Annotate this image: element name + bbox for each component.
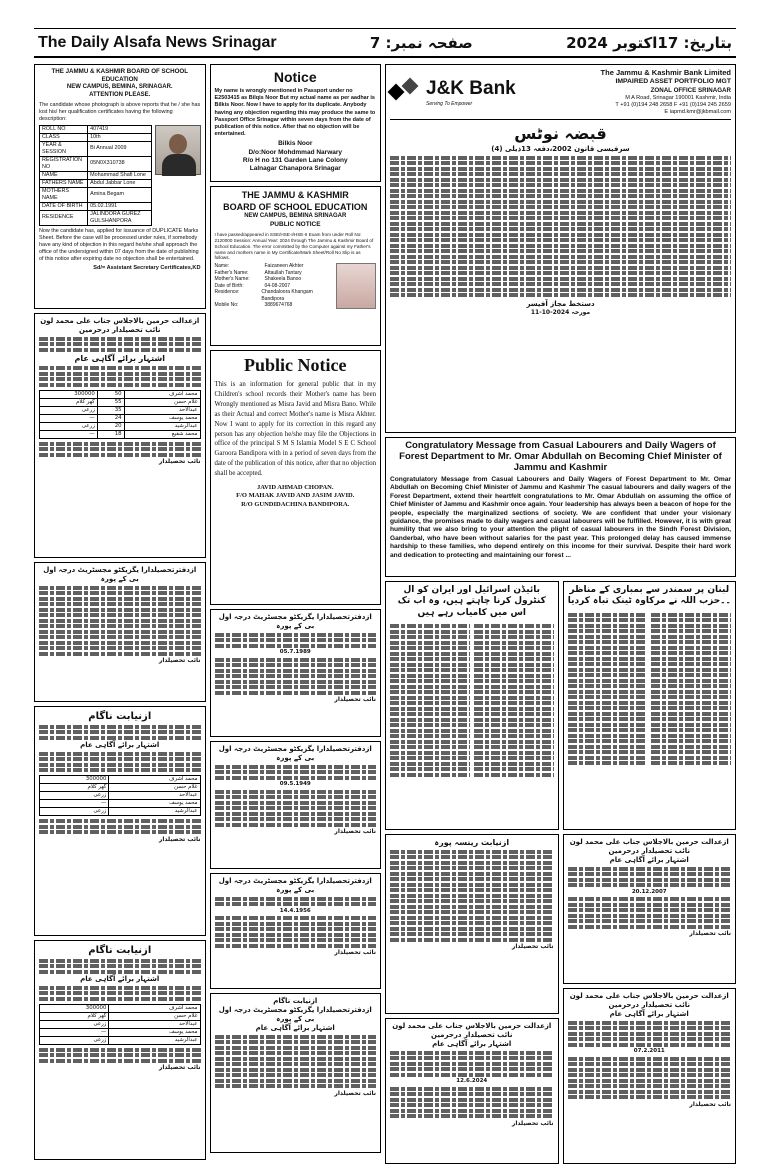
ad-header-2: ازدفترتحصیلدارا یگزیکٹو مجسٹریٹ درجہ اول بی کے پورہ — [218, 1006, 372, 1024]
jk-bank-possession-notice — [385, 64, 736, 433]
ad-subheader: اشتہار برائے آگاہی عام — [74, 353, 165, 363]
possession-notice-title: قبضہ نوٹس — [514, 124, 607, 144]
notice-header: THE JAMMU & KASHMIR BOARD OF SCHOOL EDUCATION — [51, 68, 188, 84]
urdu-ad-tehsildar-4 — [563, 988, 737, 1164]
notice-field-row — [215, 302, 333, 309]
column-2 — [210, 64, 382, 1164]
congratulatory-message — [385, 437, 736, 577]
notice-header-2: BOARD OF SCHOOL EDUCATION — [223, 201, 368, 212]
ad-header: ازنیابت ناگام — [273, 997, 318, 1005]
field-label: Date of Birth: — [214, 282, 244, 289]
bank-dept: IMPAIRED ASSET PORTFOLIO MGT — [615, 77, 731, 85]
ad-signature: نائب تحصیلدار — [511, 1119, 554, 1127]
ad-date: 12.6.2024 — [456, 1078, 488, 1085]
ad-signature: نائب تحصیلدار — [689, 1100, 731, 1108]
detail-label: YEAR & SESSION — [40, 141, 88, 156]
ad-subheader: اشتہار برائے آگاہی عام — [609, 1010, 689, 1019]
detail-value: Amina Begam — [88, 187, 151, 202]
ad-header: ازنیابت ناگام — [88, 711, 152, 722]
candidate-detail-row — [40, 187, 152, 202]
ad-subheader: اشتہار برائے آگاہی عام — [80, 975, 160, 983]
field-value: Chandaloora Khangam Bandipora — [261, 289, 313, 302]
public-notice-title: Public Notice — [244, 355, 347, 375]
land-table: محمد اشرف 300000 غلام حسن گھر کلام عبدالاحد زرعی محمد یوسف — عبدالرشید زرعی — [39, 1004, 201, 1045]
notice-field-row — [215, 289, 333, 302]
ad-header: ازدفترتحصیلدارا یگزیکٹو مجسٹریٹ درجہ اول بی کے پورہ — [218, 613, 372, 631]
applicant-photo — [336, 263, 376, 309]
ad-header: ازنیابت رینسہ پورہ — [434, 838, 510, 847]
ad-subheader: اشتہار برائے آگاہی عام — [432, 1040, 512, 1049]
ad-signature: نائب تحصیلدار — [158, 458, 201, 466]
detail-label: REGISTRATION NO — [40, 156, 88, 171]
detail-label: ROLL NO — [40, 125, 88, 133]
ad-signature: نائب تحصیلدار — [334, 949, 376, 957]
bank-email: E iapmd.kmr@jkbmail.com — [664, 109, 731, 116]
detail-value: JALINDORA GUREZ GULSHANPORA — [88, 210, 151, 225]
news-biden-israel-iran — [385, 581, 559, 830]
ad-signature: نائب تحصیلدار — [158, 657, 201, 665]
field-label: Mother's Name: — [214, 276, 250, 283]
notice-address-2: Lalnagar Chanapora Srinagar — [249, 165, 341, 173]
candidate-detail-row — [40, 133, 152, 141]
ad-date: 05.7.1989 — [279, 649, 311, 656]
notice-subheader: NEW CAMPUS, BEMINA, SRINAGAR. — [66, 84, 173, 91]
ad-date: 09.5.1949 — [279, 781, 311, 788]
field-label: Name: — [214, 263, 230, 270]
ad-signature: نائب تحصیلدار — [158, 835, 201, 843]
field-label: Father's Name: — [214, 269, 249, 276]
urdu-ad-executive-1 — [34, 562, 206, 702]
board-public-notice — [210, 186, 382, 346]
bank-signatory: دستخط مجاز آفیسر — [526, 300, 595, 309]
urdu-ad-gam-1 — [34, 706, 206, 936]
detail-value: Abdul Jabbar Lone — [88, 179, 151, 187]
land-table: محمد اشرف 50 300000 غلام حسن 55 گھر کلام عبدالاحد 35 زرعی محمد یوسف 24 — عبدالرشید 20 زرعی محمد شفیع 18 — — [39, 390, 201, 439]
bank-tagline: Serving To Empower — [426, 101, 473, 108]
urdu-ad-executive-3 — [210, 741, 382, 869]
detail-label: MOTHERS NAME — [40, 187, 88, 202]
congrats-body: Congratulatory Message from Casual Labourers and Daily Wagers of Forest Department to Mr. Omar Abdullah on Becoming Chief Minister of Jammu and Kashmir The casual labourers and daily wagers of the Forest Department, extend their heartfelt congratulations to Mr. Omar Abdullah on assuming the office of Chief Minister of Jammu and Kashmir once again. Your leadership has always been a beacon of hope for the people, especially the marginalized sections of society. We are confident that under your visionary guidance, the promises made to daily wagers and casual labourers will be fulfilled. However, it is with great humility that we also bring to your attention the plight of casual labourers in the Sindh Forest Division, Ganderbal, who have been without salaries for the past year. This prolonged delay has caused immense hardship to these families, who depend entirely on this income for their survival. Despite their hard work and dedication to protecting and maintaining our forest ... — [390, 475, 731, 559]
notice-title: Notice — [273, 69, 317, 85]
candidate-detail-row — [40, 202, 152, 210]
urdu-ad-tehsildar-1 — [34, 313, 206, 558]
bank-address: M A Road, Srinagar 190001 Kashmir, India — [625, 94, 731, 101]
news-lebanon — [563, 581, 737, 830]
candidate-photo — [155, 125, 201, 175]
field-value: Shakeela Banoo — [264, 276, 302, 283]
ad-signature: نائب تحصیلدار — [158, 1064, 201, 1072]
possession-notice-sub: سرفیسی قانون 2002،دفعہ 13ذیلی (4) — [491, 145, 630, 154]
candidate-detail-row — [40, 179, 152, 187]
notice-header: THE JAMMU & KASHMIR — [241, 190, 349, 200]
notice-intro: The candidate whose photograph is above reports that he / she has lost his/ her qualification certificates having the following description: — [39, 101, 201, 122]
ad-subheader: اشتہار برائے آگاہی عام — [255, 1024, 335, 1033]
public-notice-body: This is an information for general public that in my Children's school records their Mother's name has been Wrongly mentioned as Misra Javid and Misra Bano. While as their Actual and correct Mother's name is Misra Akhter. Now I want to apply for its correction in this regard any person has any objection he/she may file the Objections in office of the principal S M S Islamia Model S E C School Garoora Bandipora with in a period of seven days from the date of the publication of this notice, after that no objection shall be accepted. — [214, 381, 376, 477]
ad-signature: نائب تحصیلدار — [689, 930, 731, 938]
urdu-ad-tehsildar-2 — [385, 1018, 559, 1164]
urdu-ad-gam-2 — [34, 940, 206, 1160]
notice-body: Now the candidate has, applied for issuance of DUPLICATE Marks Sheet. Before the case will be processed under rules, if somebody have any kind of objection in this regard he/she shall approach the office of the undersigned within 07 days from the date of publishing of this notice after expiring date no objection shall be entertained. — [39, 227, 199, 263]
field-value: Faizaneen Akhter — [264, 263, 304, 270]
column-1 — [34, 64, 206, 1164]
ad-header: ازعدالت حرمین بالاجلاس جناب علی محمد لون نائب تحصیلدار درحرمین — [569, 838, 729, 856]
field-label: Residence: — [214, 289, 240, 296]
bank-name: The Jammu & Kashmir Bank Limited — [600, 68, 731, 77]
ad-header: ازدفترتحصیلدارا یگزیکٹو مجسٹریٹ درجہ اول بی کے پورہ — [43, 566, 197, 584]
jk-bank-logo — [390, 68, 516, 116]
notice-fields — [215, 263, 333, 309]
notice-subheader: NEW CAMPUS, BEMINA SRINAGAR — [244, 213, 347, 220]
detail-label: NAME — [40, 171, 88, 179]
news-headline: بائیڈن اسرائیل اور ایران کو ال کنٹرول کرنا چاہتے ہیں، وہ اب تک اس میں کامیاب رہے ہیں — [397, 584, 546, 619]
detail-value: 407419 — [88, 125, 151, 133]
jk-bank-logo-icon — [390, 80, 420, 104]
detail-value: 10th — [88, 133, 151, 141]
urdu-ad-srinagar — [385, 834, 559, 1014]
ad-signature: نائب تحصیلدار — [334, 696, 376, 704]
board-certificate-notice — [34, 64, 206, 309]
ad-signature: نائب تحصیلدار — [334, 828, 376, 836]
notice-attention: ATTENTION PLEASE. — [89, 91, 151, 98]
candidate-details-table — [39, 125, 152, 226]
ad-signature: نائب تحصیلدار — [334, 1089, 376, 1097]
ad-signature: نائب تحصیلدار — [511, 943, 554, 951]
ad-date: 14.4.1956 — [279, 907, 311, 914]
news-headline: لبنان پر سمندر سے بمباری کے مناظر ۔۔حزب اللہ نے مرکاوہ ٹینک تباہ کردیا — [567, 584, 731, 607]
urdu-ad-gam-3 — [210, 993, 382, 1153]
paper-name: The Daily Alsafa News Srinagar — [38, 33, 277, 51]
ad-subheader: اشتہار برائے آگاہی عام — [609, 856, 689, 865]
notice-body: I have passed/appeared in SSE/HSE-I/HSE-II Exam from under Roll No: 2120000 Session: Annual Year: 2024 through The Jammu & Kashmir Board of School Education. The error committed by the Computer against my Father's name and mothers name in My Certificate/Mark Sheet/Roll No Slip is as follows. — [214, 231, 374, 261]
notice-name: Bilkis Noor — [278, 140, 313, 148]
ad-header: ازدفترتحصیلدارا یگزیکٹو مجسٹریٹ درجہ اول بی کے پورہ — [218, 745, 372, 763]
ad-header: ازعدالت حرمین بالاجلاس جناب علی محمد لون نائب تحصیلدار درحرمین — [569, 992, 729, 1010]
ad-header: ازنیابت ناگام — [88, 945, 152, 956]
notice-relation: D/o:Noor Mohdmmad Narwary — [248, 148, 343, 156]
candidate-detail-row — [40, 171, 152, 179]
notice-body: My name is wrongly mentioned in Passport under no E2503415 as Bilqis Noor But my actual name as per aadhar is Bilkis Noor. Now I have to apply for its duplicate. Anybody having any objection regarding this may produce the same to Passport Office Srinagar within seven days from the date of publication of this notice. After that no objection will be entertained. — [214, 88, 376, 138]
urdu-ad-tehsildar-3 — [563, 834, 737, 984]
candidate-detail-row — [40, 210, 152, 225]
bank-notice-date: مورخہ 2024-10-11 — [530, 309, 591, 317]
notice-signature: Sd/= Assistant Secretary Certificates,KD — [93, 265, 201, 272]
candidate-detail-row — [40, 125, 152, 133]
page-number: صفحہ نمبر: 7 — [369, 33, 473, 52]
ad-date: 20.12.2007 — [631, 888, 667, 895]
detail-label: DATE OF BIRTH — [40, 202, 88, 210]
column-3 — [385, 64, 736, 1164]
public-notice — [210, 350, 382, 605]
detail-label: RESIDENCE — [40, 210, 88, 225]
land-table: محمد اشرف 300000 غلام حسن گھر کلام عبدالاحد زرعی محمد یوسف — عبدالرشید زرعی — [39, 775, 201, 816]
ad-header: ازعدالت حرمین بالاجلاس جناب علی محمد لون نائب تحصیلدار درحرمین — [40, 317, 200, 335]
urdu-ad-executive-4 — [210, 873, 382, 989]
issue-date: بتاریخ: 17اکتوبر 2024 — [566, 33, 732, 52]
detail-label: CLASS — [40, 133, 88, 141]
masthead — [34, 28, 736, 58]
detail-value: 05N0X310738 — [88, 156, 151, 171]
passport-notice — [210, 64, 382, 182]
public-notice-signer-3: R/O GUNDIDACHINA BANDIPORA. — [241, 500, 350, 508]
ad-header: ازعدالت حرمین بالاجلاس جناب علی محمد لون نائب تحصیلدار درحرمین — [392, 1022, 552, 1040]
detail-value: Bi Annual 2009 — [88, 141, 151, 156]
candidate-detail-row — [40, 156, 152, 171]
detail-value: 05.02.1991 — [88, 202, 151, 210]
ad-header: ازدفترتحصیلدارا یگزیکٹو مجسٹریٹ درجہ اول بی کے پورہ — [218, 877, 372, 895]
ad-date: 07.2.2011 — [633, 1048, 665, 1055]
detail-value: Mohammad Shafi Lone — [88, 171, 151, 179]
urdu-ad-executive-2 — [210, 609, 382, 737]
notice-address-1: R/o H no 131 Garden Lane Colony — [242, 157, 348, 165]
bank-office: ZONAL OFFICE SRINAGAR — [650, 86, 731, 94]
ad-subheader: اشتہار برائے آگاہی عام — [80, 741, 160, 749]
candidate-detail-row — [40, 141, 152, 156]
public-notice-signer-2: F/O MAHAK JAVID AND JASIM JAVID. — [236, 492, 355, 500]
detail-label: FATHERS NAME — [40, 179, 88, 187]
notice-label: PUBLIC NOTICE — [269, 221, 321, 229]
public-notice-signer: JAVID AHMAD CHOPAN. — [257, 483, 334, 491]
field-label: Mobile No: — [214, 302, 239, 309]
congrats-title: Congratulatory Message from Casual Labourers and Daily Wagers of Forest Department to Mr. Omar Abdullah on Becoming Chief Minister of Jammu and Kashmir — [399, 440, 722, 473]
bank-logo-text: J&K Bank — [426, 77, 516, 99]
field-value: Attaullah Tantary — [264, 269, 302, 276]
bank-phone: T +91 (0)194 248 2658 F +91 (0)194 245 2659 — [615, 101, 731, 108]
field-value: 04-08-2007 — [264, 282, 291, 289]
field-value: 3889674768 — [264, 302, 293, 309]
